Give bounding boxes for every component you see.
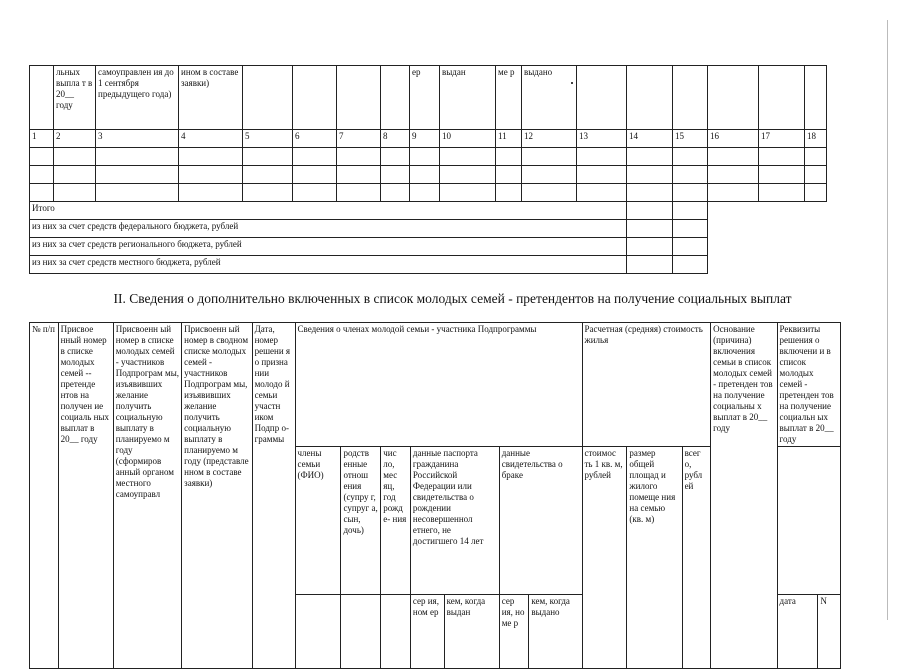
table1-head-cell: ер	[410, 66, 440, 130]
col-requisites: Реквизиты решения о включени и в список молодых семей - претенден тов на получение социальн ых выплат в 20__ году	[777, 323, 840, 447]
sub-series-number-marriage: сер ия, но ме р	[499, 595, 529, 669]
local-row	[30, 256, 827, 274]
column-number: 1	[30, 130, 54, 148]
column-number: 10	[440, 130, 496, 148]
table1-blank-row	[30, 184, 827, 202]
section-2-title: II. Сведения о дополнительно включенных в список молодых семей - претендентов на получение социальных выплат	[113, 291, 792, 306]
members-birth: чис ло, мес яц, год рожд е- ния	[381, 447, 411, 595]
members-marriage: данные свидетельства о браке	[499, 447, 582, 595]
column-number: 9	[410, 130, 440, 148]
federal-row	[30, 220, 827, 238]
table1-head-cell	[381, 66, 410, 130]
table1-head-cell: ином в составе заявки)	[179, 66, 243, 130]
members-passport: данные паспорта гражданина Российской Федерации или свидетельства о рождении несовершеннол етнего, не достигшего 14 лет	[410, 447, 499, 595]
table1-head-cell	[243, 66, 293, 130]
itogo-row	[30, 202, 827, 220]
col-decision-date: Дата, номер решени я о призна нии молодо й семьи участн иком Подпр о- граммы	[252, 323, 295, 669]
column-number: 8	[381, 130, 410, 148]
column-number: 13	[577, 130, 627, 148]
sub-issued-by-marriage: кем, когда выдано	[529, 595, 582, 669]
table1-head-cell	[805, 66, 827, 130]
sub-issued-by: кем, когда выдан	[444, 595, 499, 669]
itogo-label: Итого	[30, 202, 627, 220]
table1-head-cell: льных выпла т в 20__ году	[54, 66, 96, 130]
table1-head-cell	[293, 66, 337, 130]
regional-label: из них за счет средств регионального бюджета, рублей	[30, 238, 627, 256]
sub-date: дата	[777, 595, 818, 669]
column-number: 15	[673, 130, 708, 148]
table1-head-cell	[759, 66, 805, 130]
table1-head-cell	[708, 66, 759, 130]
col-assigned-plan: Присвоенн ый номер в списке молодых семей - участников Подпрограм мы, изъявивших желание получить социальную выплату в планируемо м году (сформиров анный органом местного самоуправл	[113, 323, 181, 669]
table1-number-row	[30, 130, 827, 148]
column-number: 3	[96, 130, 179, 148]
cost-header: Расчетная (средняя) стоимость жилья	[582, 323, 711, 447]
table1-head-cell: ме р	[496, 66, 522, 130]
column-number: 12	[522, 130, 577, 148]
cost-sqm: стоимос ть 1 кв. м, рублей	[582, 447, 627, 669]
table1-head-cell	[577, 66, 627, 130]
table-section-1	[29, 65, 827, 274]
table1-head-cell: выдан	[440, 66, 496, 130]
col-reason: Основание (причина) включения семьи в список молодых семей - претенден тов на получение социальны х выплат в 20__ году	[711, 323, 777, 669]
column-number: 11	[496, 130, 522, 148]
sub-series-number: сер ия, ном ер	[410, 595, 444, 669]
cost-total: всег о, рубл ей	[682, 447, 711, 669]
table1-head-cell	[337, 66, 381, 130]
column-number: 6	[293, 130, 337, 148]
table1-head-cell	[627, 66, 673, 130]
column-number: 5	[243, 130, 293, 148]
col-assigned-summary: Присвоенн ый номер в сводном списке молодых семей - участников Подпрограм мы, изъявивших желание получить социальную выплату в планируемо м году (представле нном в составе заявки)	[182, 323, 252, 669]
table1-blank-row	[30, 148, 827, 166]
members-relation: родств енные отнош ения (супру г, супруг а, сын, дочь)	[341, 447, 381, 595]
column-number: 16	[708, 130, 759, 148]
column-number: 4	[179, 130, 243, 148]
table1-head-cell: выдано	[522, 66, 577, 130]
members-header: Сведения о членах молодой семьи - участника Подпрограммы	[295, 323, 582, 447]
table1-head-cell: самоуправлен ия до 1 сентября предыдущего года)	[96, 66, 179, 130]
table1-head-cell	[673, 66, 708, 130]
table1-head-row	[30, 66, 827, 130]
column-number: 7	[337, 130, 381, 148]
column-number: 2	[54, 130, 96, 148]
column-number: 17	[759, 130, 805, 148]
col-num: № п/п	[30, 323, 59, 669]
sub-n: N	[818, 595, 841, 669]
column-number: 18	[805, 130, 827, 148]
members-fio: члены семьи (ФИО)	[295, 447, 341, 595]
page-edge-line	[887, 20, 888, 620]
table1-head-cell	[30, 66, 54, 130]
column-number: 14	[627, 130, 673, 148]
table-section-2	[29, 322, 841, 669]
cost-area: размер общей площад и жилого помеще ния на семью (кв. м)	[627, 447, 682, 669]
table1-blank-row	[30, 166, 827, 184]
regional-row	[30, 238, 827, 256]
table2-header-row-1	[30, 323, 841, 447]
local-label: из них за счет средств местного бюджета, рублей	[30, 256, 627, 274]
col-assigned-list: Присвое нный номер в списке молодых семей -- претенде нтов на получен ие социаль ных выплат в 20__ году	[58, 323, 113, 669]
federal-label: из них за счет средств федерального бюджета, рублей	[30, 220, 627, 238]
